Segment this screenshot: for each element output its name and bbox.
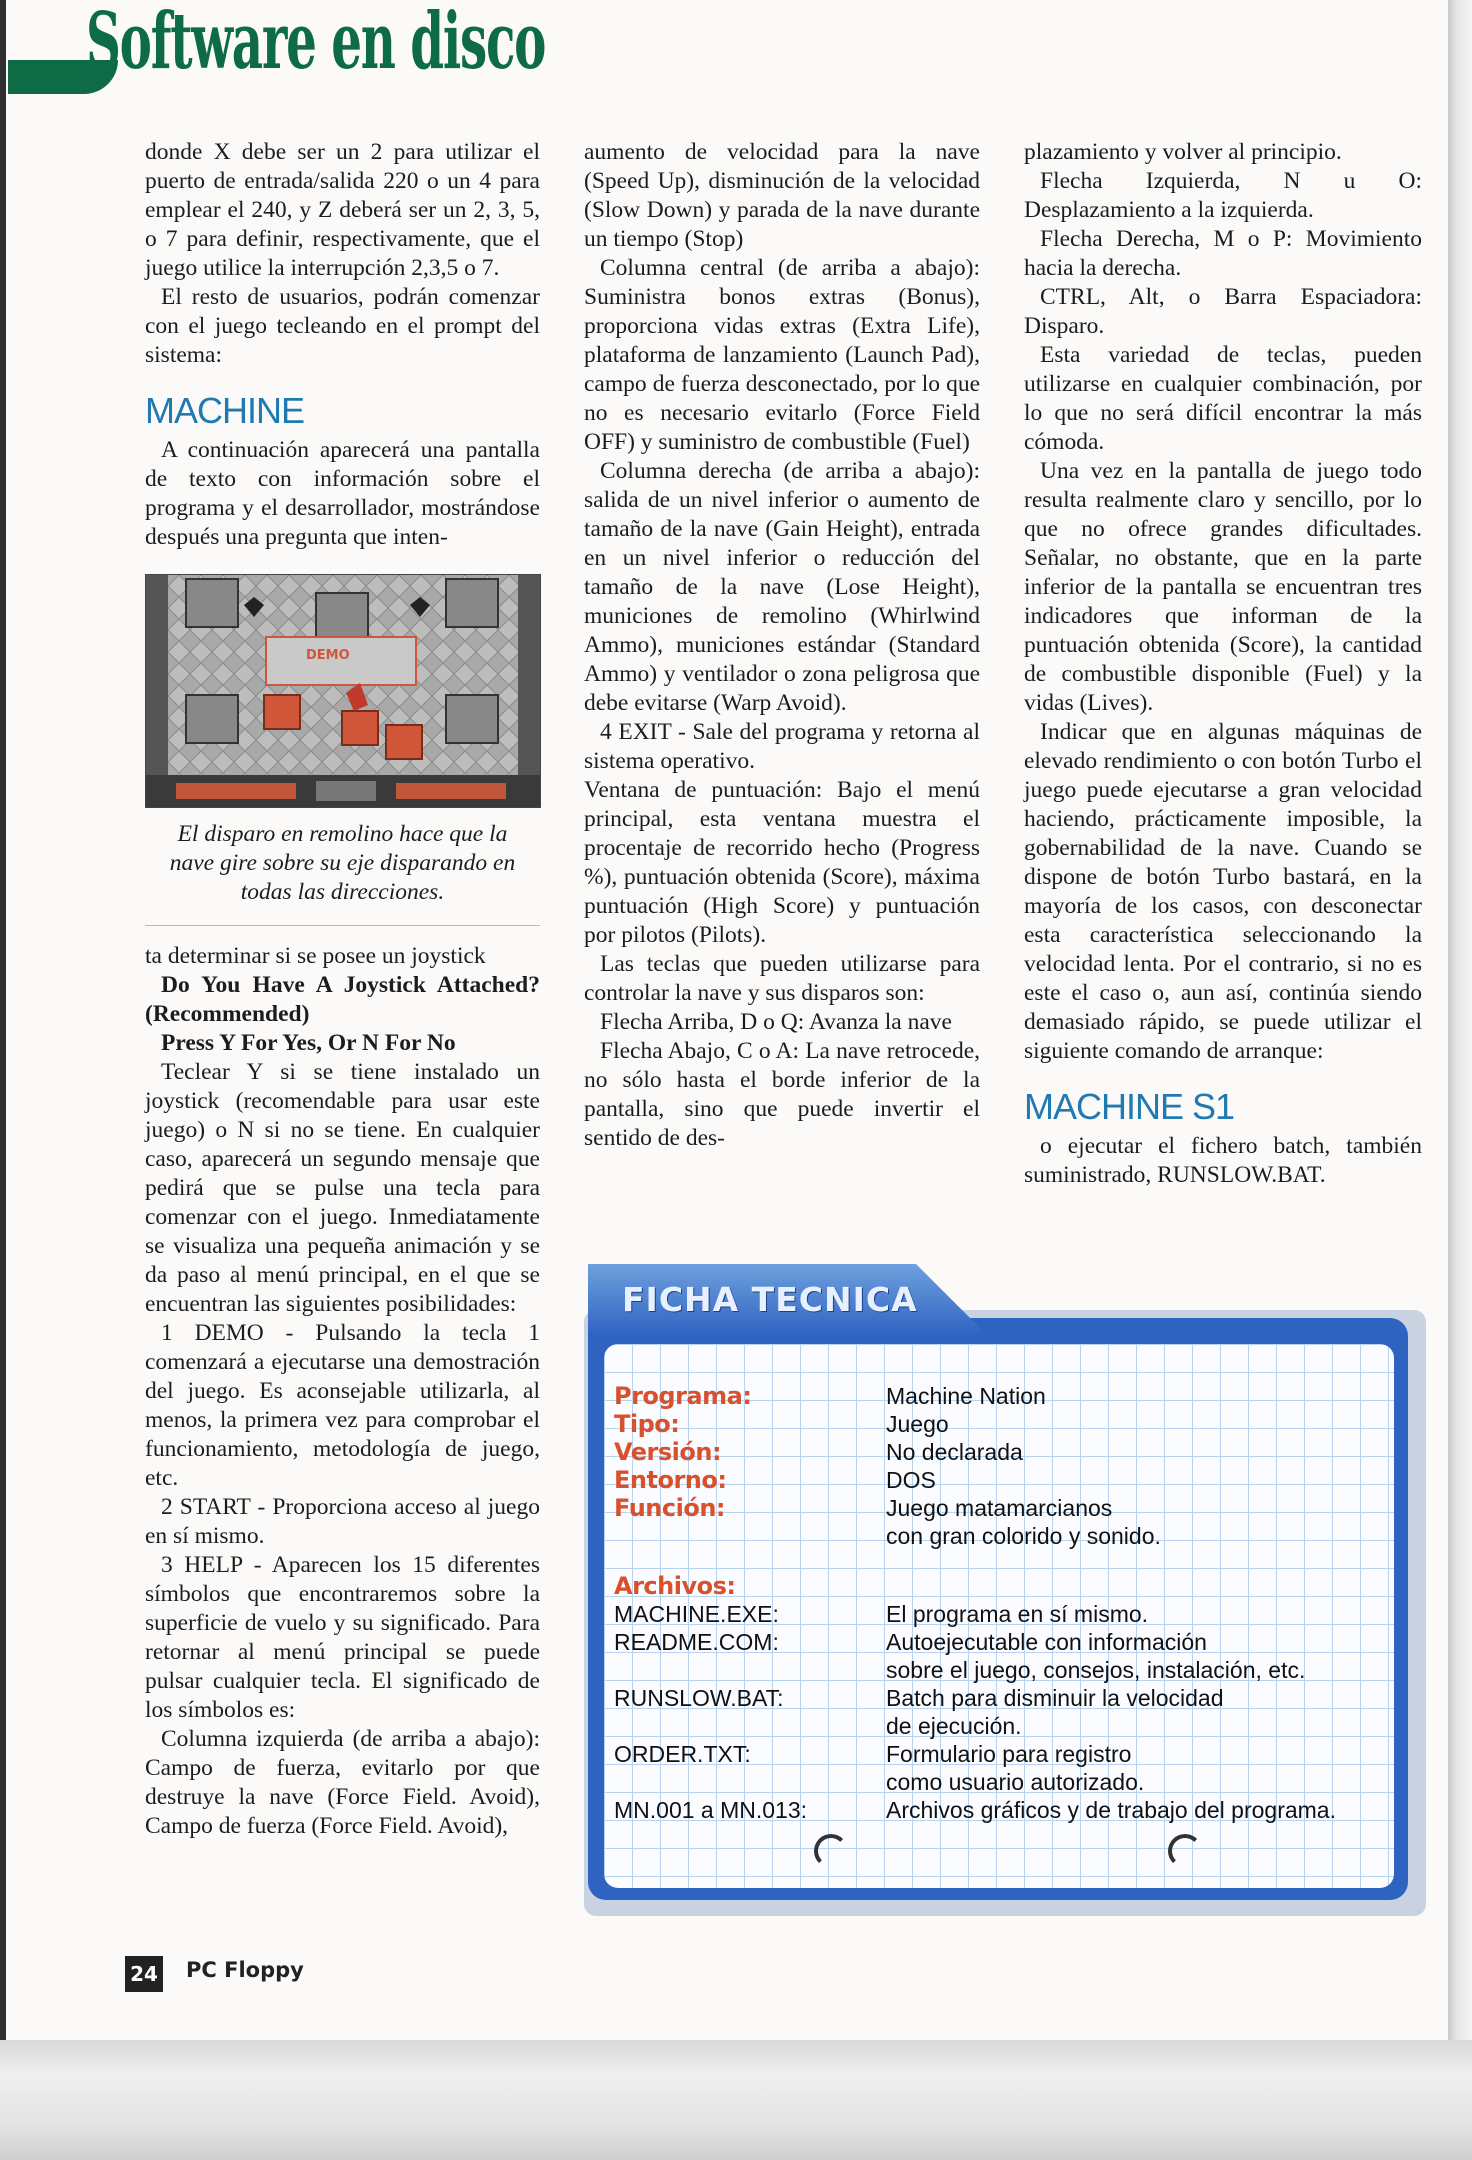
files-header-row: [614, 1572, 1394, 1600]
paragraph: 3 HELP - Aparecen los 15 diferentes símbolos que encontraremos sobre la superficie de vuelo y su significado. Para retornar al menú principal se puede pulsar cualquier tecla. El significado de los símbolos es:: [145, 1552, 540, 1723]
paragraph: donde X debe ser un 2 para utilizar el puerto de entrada/salida 220 o un 4 para emplear el 240, y Z deberá ser un 2, 3, 5, o 7 para definir, respectivamente, que el juego utilice la interrupción 2,3,5 o 7.: [145, 139, 540, 281]
joystick-prompt: Do You Have A Joystick Attached? (Recommended): [145, 972, 540, 1027]
paragraph: o ejecutar el fichero batch, también suministrado, RUNSLOW.BAT.: [1024, 1133, 1422, 1188]
label-funcion: Función:: [614, 1494, 725, 1522]
file-desc: Archivos gráficos y de trabajo del programa.: [886, 1797, 1336, 1823]
file-desc: [886, 1740, 1394, 1796]
value-entorno: DOS: [886, 1467, 936, 1493]
paragraph: Indicar que en algunas máquinas de elevado rendimiento o con botón Turbo el juego puede ejecutarse a gran velocidad haciendo, prácticamente imposible, la gobernabilidad de la nave. Cuando se dispone de botón Turbo bastará, en la mayoría de los casos, con desconectar esta característica seleccionando la velocidad lenta. Por el contrario, si no es este el caso o, aun así, continúa siendo demasiado rápido, se puede utilizar el siguiente comando de arranque:: [1024, 719, 1422, 1064]
game-screenshot-image: [146, 575, 540, 807]
key-left: Flecha Izquierda, N u O: Desplazamiento a la izquierda.: [1024, 168, 1422, 223]
paragraph: plazamiento y volver al principio.: [1024, 139, 1342, 165]
label-version: Versión:: [614, 1438, 722, 1466]
file-desc: [886, 1684, 1394, 1740]
paragraph: 2 START - Proporciona acceso al juego en sí mismo.: [145, 1494, 540, 1549]
paragraph: Una vez en la pantalla de juego todo resulta realmente claro y sencillo, por lo que no ofrece grandes dificultades. Señalar, no obstante, que en la parte inferior de la pantalla se encuentran tres indicadores que informan de la puntuación obtenida (Score), la cantidad de combustible disponible (Fuel) y la vidas (Lives).: [1024, 458, 1422, 716]
file-desc-line1: Batch para disminuir la velocidad: [886, 1685, 1224, 1711]
file-name: MN.001 a MN.013:: [614, 1797, 808, 1823]
file-desc-line1: Autoejecutable con información: [886, 1629, 1207, 1655]
label-archivos: Archivos:: [614, 1572, 736, 1600]
paragraph: Las teclas que pueden utilizarse para controlar la nave y sus disparos son:: [584, 951, 980, 1006]
ficha-rows: [614, 1382, 1394, 1824]
binder-ring-icon: [1168, 1834, 1202, 1868]
file-desc: El programa en sí mismo.: [886, 1601, 1149, 1627]
binding-edge: [0, 0, 6, 2040]
value-funcion-line2: con gran colorido y sonido.: [886, 1523, 1161, 1549]
game-screenshot: [145, 574, 541, 808]
screenshot-caption: El disparo en remolino hace que la nave gire sobre su eje disparando en todas las direcciones.: [169, 821, 516, 905]
file-row: [614, 1740, 1394, 1796]
text-column-3: [1024, 138, 1422, 1190]
paragraph: A continuación aparecerá una pantalla de texto con información sobre el programa y el desarrollador, mostrándose después una pregunta que inten-: [145, 437, 540, 550]
screenshot-demo-label: DEMO: [306, 648, 350, 663]
box-title: FICHA TECNICA: [622, 1280, 918, 1319]
section-title: Software en disco: [86, 0, 546, 87]
text-column-1: [145, 138, 540, 1841]
file-desc-line1: Formulario para registro: [886, 1741, 1132, 1767]
value-funcion-line1: Juego matamarcianos: [886, 1495, 1113, 1521]
key-fire: CTRL, Alt, o Barra Espaciadora: Disparo.: [1024, 284, 1422, 339]
page-number: 24: [125, 1956, 163, 1992]
file-desc-line2: como usuario autorizado.: [886, 1769, 1145, 1795]
info-row-tipo: [614, 1410, 1394, 1438]
paragraph: 1 DEMO - Pulsando la tecla 1 comenzará a ejecutarse una demostración del juego. Es aconsejable utilizarla, al menos, la primera vez para comprobar el funcionamiento, metodología de juego, etc.: [145, 1320, 540, 1491]
label-entorno: Entorno:: [614, 1466, 727, 1494]
info-row-programa: [614, 1382, 1394, 1410]
value-programa: Machine Nation: [886, 1383, 1046, 1409]
file-name: MACHINE.EXE:: [614, 1601, 779, 1627]
file-row: [614, 1628, 1394, 1684]
yes-no-prompt: Press Y For Yes, Or N For No: [161, 1030, 456, 1056]
label-tipo: Tipo:: [614, 1410, 680, 1438]
paragraph: aumento de velocidad para la nave (Speed Up), disminución de la velocidad (Slow Down) y parada de la nave durante un tiempo (Stop): [584, 139, 980, 252]
paragraph: ta determinar si se posee un joystick: [145, 943, 486, 969]
binder-ring-icon: [814, 1834, 848, 1868]
key-up: Flecha Arriba, D o Q: Avanza la nave: [600, 1009, 952, 1035]
file-name: RUNSLOW.BAT:: [614, 1685, 784, 1711]
label-programa: Programa:: [614, 1382, 752, 1410]
magazine-name: PC Floppy: [186, 1958, 304, 1982]
info-row-version: [614, 1438, 1394, 1466]
paragraph: Columna izquierda (de arriba a abajo): Campo de fuerza, evitarlo por que destruye la nave (Force Field. Avoid), Campo de fuerza (Force Field. Avoid),: [145, 1726, 540, 1839]
paragraph: Columna derecha (de arriba a abajo): salida de un nivel inferior o aumento de tamaño de la nave (Gain Height), entrada en un nivel inferior o reducción del tamaño de la nave (Lose Height), municiones de remolino (Whirlwind Ammo), municiones estándar (Standard Ammo) y ventilador o zona peligrosa que debe evitarse (Warp Avoid).: [584, 458, 980, 716]
command-machine: MACHINE: [145, 390, 305, 431]
paragraph: 4 EXIT - Sale del programa y retorna al sistema operativo.: [584, 719, 980, 774]
file-name: ORDER.TXT:: [614, 1741, 751, 1767]
file-name: README.COM:: [614, 1629, 779, 1655]
paragraph: Esta variedad de teclas, pueden utilizarse en cualquier combinación, por lo que no será difícil encontrar la más cómoda.: [1024, 342, 1422, 455]
key-down: Flecha Abajo, C o A: La nave retrocede, no sólo hasta el borde inferior de la pantalla, sino que puede invertir el sentido de des-: [584, 1038, 980, 1151]
scan-bottom-band: [0, 2040, 1472, 2160]
file-row: [614, 1684, 1394, 1740]
paragraph: Ventana de puntuación: Bajo el menú principal, esta ventana muestra el procentaje de recorrido hecho (Progress %), puntuación obtenida (Score), máxima puntuación (High Score) y puntuación por pilotos (Pilots).: [584, 777, 980, 948]
text-column-2: [584, 138, 980, 1153]
value-funcion: [886, 1494, 1394, 1550]
value-version: No declarada: [886, 1439, 1023, 1465]
caption-divider: [145, 925, 540, 926]
key-right: Flecha Derecha, M o P: Movimiento hacia la derecha.: [1024, 226, 1422, 281]
file-desc-line2: de ejecución.: [886, 1713, 1022, 1739]
file-desc: [886, 1628, 1394, 1684]
section-header: [8, 0, 546, 94]
paragraph: Teclear Y si se tiene instalado un joystick (recomendable para usar este juego) o N si no se tiene. En cualquier caso, aparecerá un segundo mensaje que pedirá que se pulse una tecla para comenzar con el juego. Inmediatamente se visualiza una pequeña animación y se da paso al menú principal, en el que se encuentran las siguientes posibilidades:: [145, 1059, 540, 1317]
file-desc-line2: sobre el juego, consejos, instalación, etc.: [886, 1657, 1306, 1683]
file-row: [614, 1796, 1394, 1824]
info-row-funcion: [614, 1494, 1394, 1550]
scan-edge: [1448, 0, 1472, 2160]
info-row-entorno: [614, 1466, 1394, 1494]
value-tipo: Juego: [886, 1411, 949, 1437]
ficha-tecnica-box: [578, 1262, 1426, 1916]
paragraph: Columna central (de arriba a abajo): Suministra bonos extras (Bonus), proporciona vidas extras (Extra Life), plataforma de lanzamiento (Launch Pad), campo de fuerza desconectado, por lo que no es necesario evitarlo (Force Field OFF) y suministro de combustible (Fuel): [584, 255, 980, 455]
command-machine-s1: MACHINE S1: [1024, 1086, 1235, 1127]
paragraph: El resto de usuarios, podrán comenzar con el juego tecleando en el prompt del sistema:: [145, 284, 540, 368]
file-row: [614, 1600, 1394, 1628]
